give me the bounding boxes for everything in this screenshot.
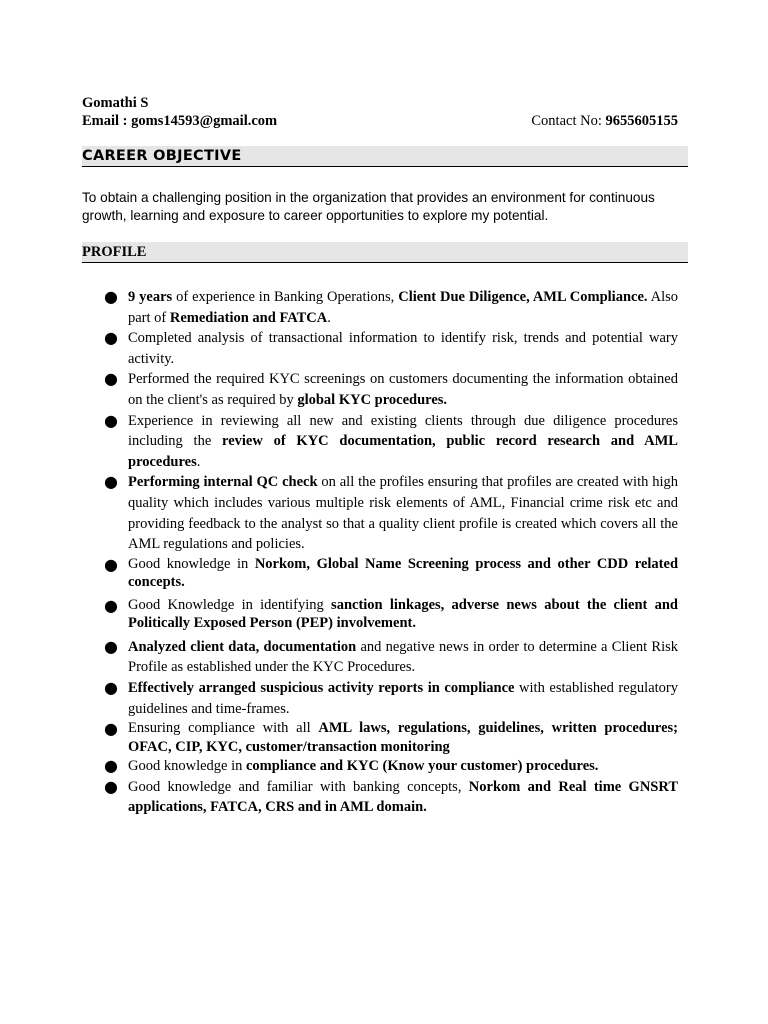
profile-item-text: Ensuring compliance with all xyxy=(128,720,319,737)
profile-item xyxy=(82,756,688,777)
career-objective-heading: CAREER OBJECTIVE xyxy=(82,146,688,167)
profile-item-text: Good knowledge and familiar with banking concepts, xyxy=(128,778,469,795)
contact-line xyxy=(531,112,678,130)
profile-item-text: Good Knowledge in identifying xyxy=(128,596,332,613)
profile-item-text: . xyxy=(196,453,201,470)
profile-item xyxy=(82,596,688,633)
bullet-icon: ● xyxy=(104,719,118,739)
profile-item-emphasis: global KYC procedures. xyxy=(297,391,448,408)
profile-item-text: Performed the required KYC screenings on customers documenting the information obtained on the client's as required by xyxy=(128,371,678,408)
profile-item-text: Completed analysis of transactional information to identify risk, trends and potential wary activity. xyxy=(128,330,678,367)
bullet-icon: ● xyxy=(104,756,118,776)
profile-item-text: of experience in Banking Operations, xyxy=(172,289,399,305)
resume-page xyxy=(82,94,688,818)
career-objective-text: To obtain a challenging position in the organization that provides an environment for continuous growth, learning and exposure to career opportunities to explore my potential. xyxy=(82,190,655,223)
profile-item-text: on all the profiles ensuring that profiles are created with high quality which includes various multiple risk elements of AML, Financial crime risk etc and providing feedback to the analyst so that a quality client profile is created which covers all the AML regulations and policies. xyxy=(128,474,678,553)
profile-item xyxy=(82,719,688,756)
profile-list xyxy=(82,287,688,818)
contact-number: 9655605155 xyxy=(605,113,678,129)
profile-item-emphasis: Analyzed client data, documentation xyxy=(128,638,357,655)
profile-item-emphasis: AML laws, regulations, guidelines, written procedures; OFAC, CIP, KYC, customer/transaction monitoring xyxy=(128,720,678,755)
profile-item-emphasis: compliance and KYC (Know your customer) procedures. xyxy=(246,758,599,775)
profile-heading: PROFILE xyxy=(82,242,688,263)
bullet-icon: ● xyxy=(104,776,118,796)
profile-item xyxy=(82,472,688,554)
contact-row xyxy=(82,112,688,130)
profile-item-emphasis: review of KYC documentation, public record research and AML procedures xyxy=(128,433,678,470)
profile-item xyxy=(82,411,688,473)
profile-item-text: Good knowledge in xyxy=(128,555,255,572)
profile-item-emphasis: Client Due Diligence, AML Compliance. xyxy=(398,289,648,305)
profile-item xyxy=(82,328,688,369)
bullet-icon: ● xyxy=(104,636,118,656)
bullet-icon: ● xyxy=(104,472,118,492)
profile-item-text: Good knowledge in xyxy=(128,758,246,775)
bullet-icon: ● xyxy=(104,595,118,615)
profile-item-text: . xyxy=(327,309,331,326)
profile-item-emphasis: Remediation and FATCA xyxy=(169,309,328,326)
bullet-icon: ● xyxy=(104,369,118,389)
bullet-icon: ● xyxy=(104,287,118,306)
email-line xyxy=(82,112,277,130)
bullet-icon: ● xyxy=(104,410,118,430)
profile-item-emphasis: Effectively arranged suspicious activity reports in compliance xyxy=(128,679,515,696)
profile-item xyxy=(82,678,688,719)
profile-item-emphasis: 9 years xyxy=(128,289,173,305)
email-address: goms14593@gmail.com xyxy=(131,113,278,129)
profile-item xyxy=(82,637,688,678)
bullet-icon: ● xyxy=(104,328,118,348)
profile-item-text: Experience in reviewing all new and existing clients through due diligence procedures including the xyxy=(128,412,678,450)
profile-item-text: with established regulatory guidelines and time-frames. xyxy=(128,679,679,717)
bullet-icon: ● xyxy=(104,677,118,697)
profile-item-emphasis: Performing internal QC check xyxy=(128,474,318,491)
profile-item xyxy=(82,369,688,410)
candidate-name: Gomathi S xyxy=(82,95,149,111)
email-label: Email : xyxy=(82,113,132,129)
profile-item-emphasis: Norkom and Real time GNSRT applications, FATCA, CRS and in AML domain. xyxy=(128,778,678,816)
profile-item-emphasis: sanction linkages, adverse news about the client and Politically Exposed Person (PEP) involvement. xyxy=(128,596,678,632)
profile-item-text: Also part of xyxy=(128,289,679,326)
profile-item xyxy=(82,555,688,592)
profile-item-text: and negative news in order to determine a Client Risk Profile as established under the KYC Procedures. xyxy=(128,638,679,676)
bullet-icon: ● xyxy=(104,554,118,574)
profile-item xyxy=(82,287,688,328)
profile-item-emphasis: Norkom, Global Name Screening process and other CDD related concepts. xyxy=(128,555,679,591)
profile-item xyxy=(82,777,688,818)
contact-label: Contact No: xyxy=(531,113,606,129)
